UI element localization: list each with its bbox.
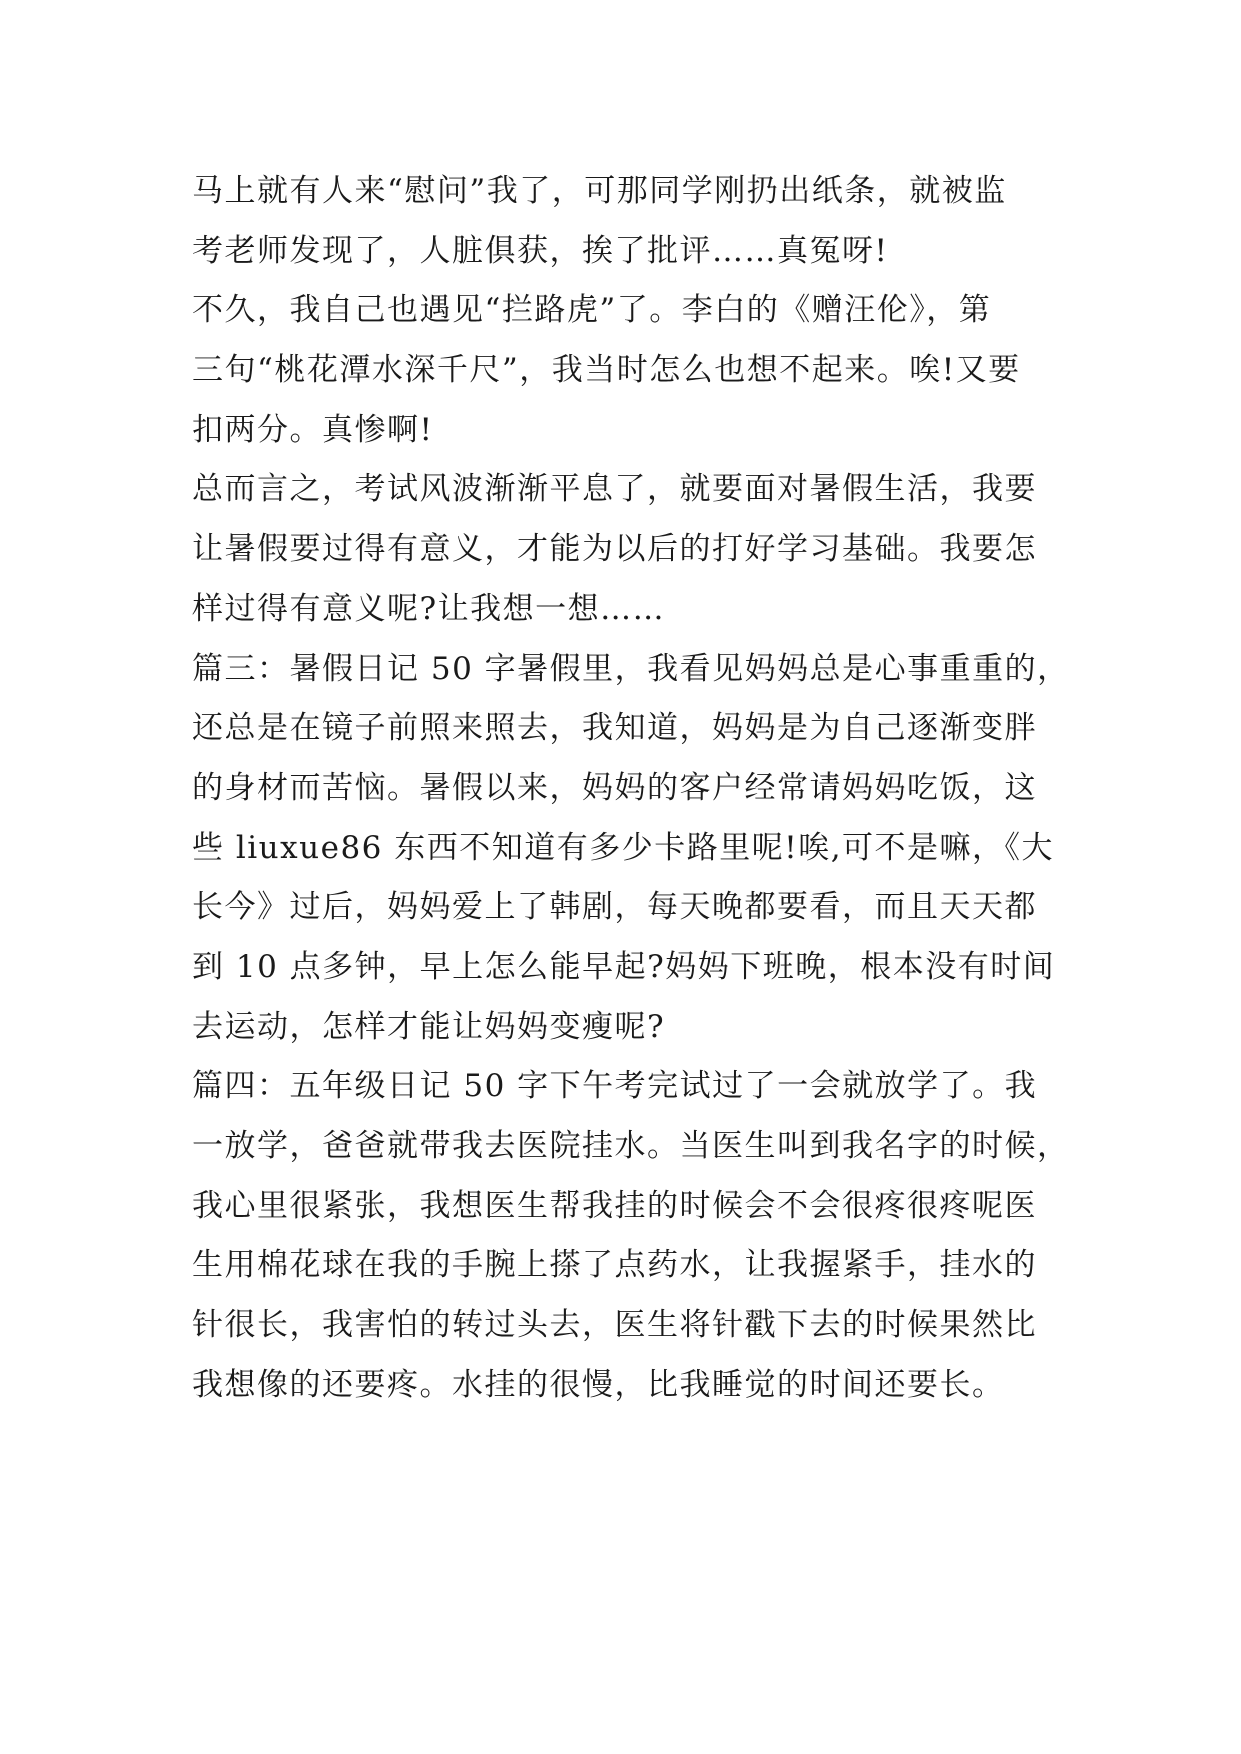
text-line: 三句“桃花潭水深千尺”，我当时怎么也想不起来。唉!又要 bbox=[192, 352, 1021, 389]
text-line: 让暑假要过得有意义，才能为以后的打好学习基础。我要怎 bbox=[192, 531, 1037, 568]
text-line: 到 10 点多钟，早上怎么能早起?妈妈下班晚，根本没有时间 bbox=[192, 948, 1056, 985]
body-text bbox=[192, 162, 1092, 1415]
text-line: 马上就有人来“慰问”我了，可那同学刚扔出纸条，就被监 bbox=[192, 173, 1007, 209]
text-line: 针很长，我害怕的转过头去，医生将针戳下去的时候果然比 bbox=[192, 1307, 1037, 1344]
text-line: 考老师发现了，人脏俱获，挨了批评……真冤呀! bbox=[192, 232, 889, 269]
text-line: 不久，我自己也遇见“拦路虎”了。李白的《赠汪伦》，第 bbox=[192, 292, 992, 329]
text-line: 长今》过后，妈妈爱上了韩剧，每天晚都要看，而且天天都 bbox=[192, 889, 1037, 926]
text-line: 总而言之，考试风波渐渐平息了，就要面对暑假生活，我要 bbox=[192, 471, 1037, 508]
text-line: 些 liuxue86 东西不知道有多少卡路里呢!唉,可不是嘛，《大 bbox=[192, 829, 1055, 866]
text-line: 篇三：暑假日记 50 字暑假里，我看见妈妈总是心事重重的， bbox=[192, 650, 1070, 687]
text-line: 篇四：五年级日记 50 字下午考完试过了一会就放学了。我 bbox=[192, 1068, 1038, 1105]
text-line: 扣两分。真惨啊! bbox=[192, 411, 434, 448]
text-line: 一放学，爸爸就带我去医院挂水。当医生叫到我名字的时候， bbox=[192, 1128, 1070, 1164]
text-line: 还总是在镜子前照来照去，我知道，妈妈是为自己逐渐变胖 bbox=[192, 710, 1037, 747]
text-line: 我想像的还要疼。水挂的很慢，比我睡觉的时间还要长。 bbox=[192, 1366, 1005, 1403]
text-line: 的身材而苦恼。暑假以来，妈妈的客户经常请妈妈吃饭，这 bbox=[192, 769, 1037, 806]
text-line: 去运动，怎样才能让妈妈变瘦呢? bbox=[192, 1008, 666, 1045]
text-line: 我心里很紧张，我想医生帮我挂的时候会不会很疼很疼呢医 bbox=[192, 1187, 1037, 1224]
text-line: 样过得有意义呢?让我想一想…… bbox=[192, 590, 666, 627]
text-line: 生用棉花球在我的手腕上搽了点药水，让我握紧手，挂水的 bbox=[192, 1247, 1037, 1284]
